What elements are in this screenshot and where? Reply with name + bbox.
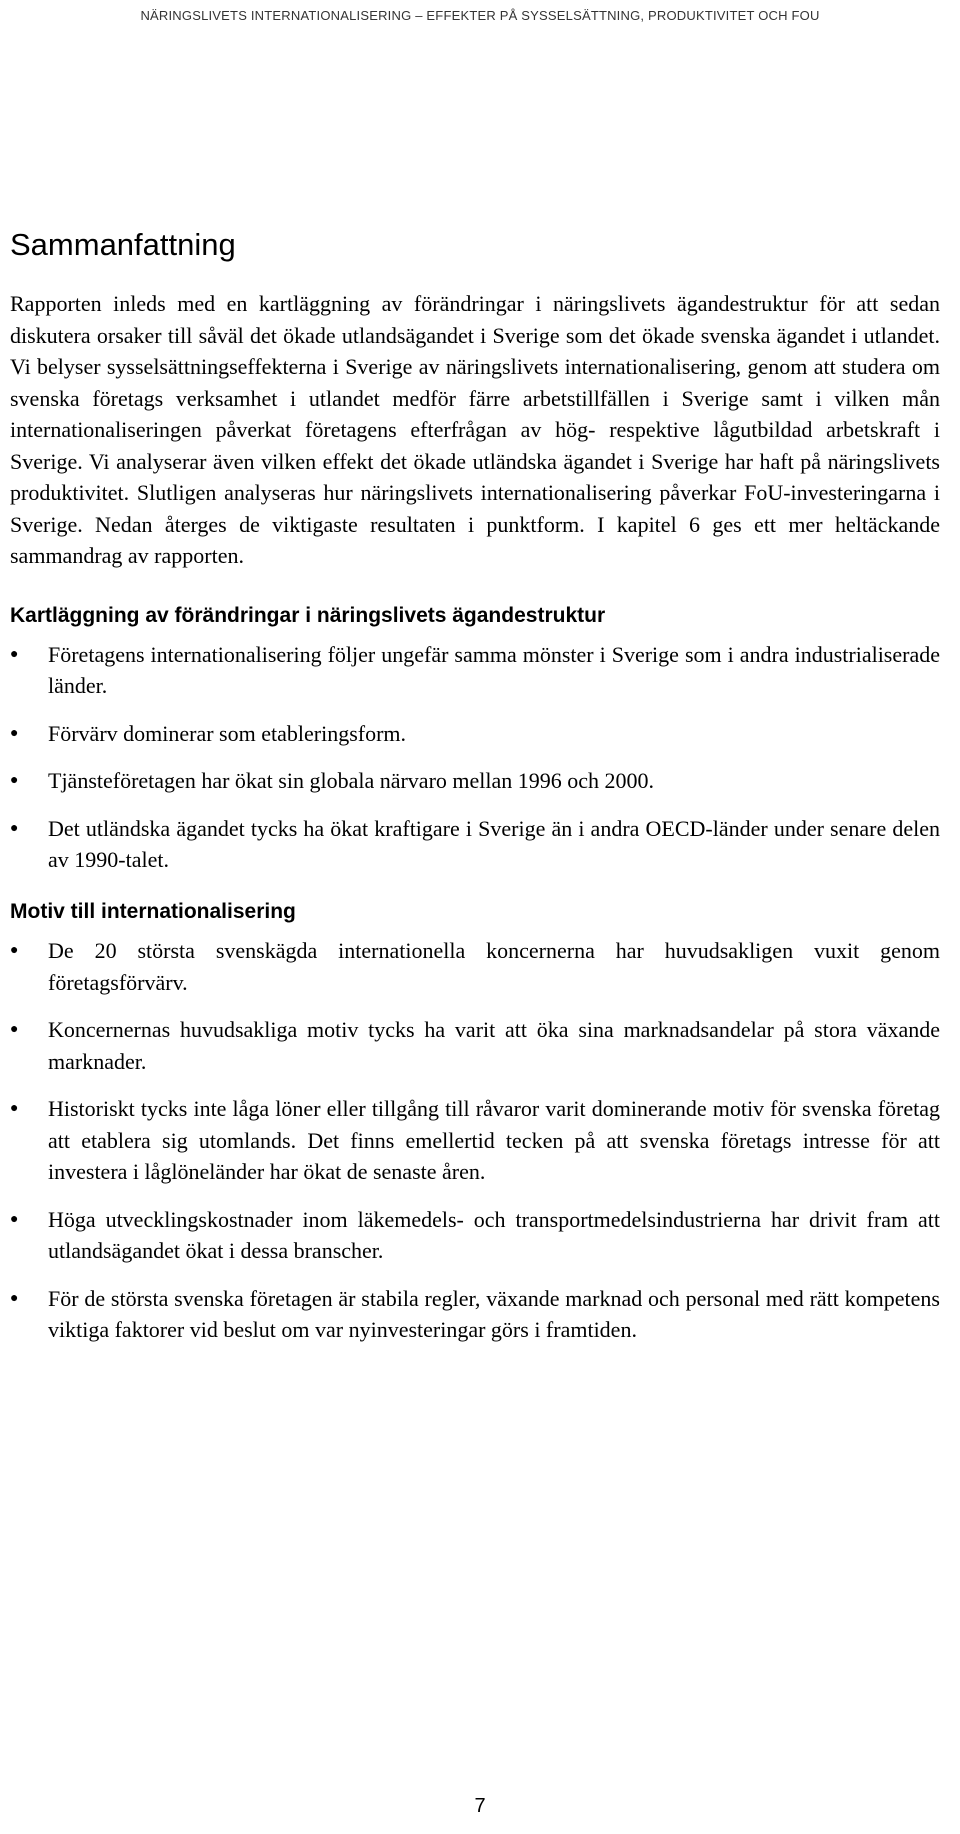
bullet-icon: ●	[10, 1022, 19, 1038]
bullet-icon: ●	[10, 725, 19, 741]
bullet-icon: ●	[10, 820, 19, 836]
running-header: NÄRINGSLIVETS INTERNATIONALISERING – EFFEKTER PÅ SYSSELSÄTTNING, PRODUKTIVITET OCH FOU	[140, 8, 820, 23]
bullet-list-motives	[10, 935, 940, 1346]
list-item-text: De 20 största svenskägda internationella koncernerna har huvudsakligen vuxit genom företagsförvärv.	[48, 938, 940, 995]
bullet-icon: ●	[10, 1290, 19, 1306]
section-title: Sammanfattning	[10, 227, 236, 262]
list-item-text: Företagens internationalisering följer ungefär samma mönster i Sverige som i andra industrialiserade länder.	[48, 641, 940, 699]
list-item	[10, 1014, 940, 1077]
subheading-motives: Motiv till internationalisering	[10, 899, 296, 923]
bullet-icon: ●	[10, 1101, 19, 1117]
list-item	[10, 639, 940, 702]
list-item	[10, 813, 940, 876]
bullet-icon: ●	[10, 1211, 19, 1227]
list-item-text: Tjänsteföretagen har ökat sin globala närvaro mellan 1996 och 2000.	[48, 768, 655, 794]
page-number: 7	[474, 1795, 486, 1817]
bullet-list-ownership	[10, 639, 940, 876]
list-item-text: Höga utvecklingskostnader inom läkemedels- och transportmedelsindustrierna har drivit fram att utlandsägandet ökat i dessa branscher.	[48, 1206, 940, 1264]
list-item	[10, 1283, 940, 1346]
list-item-text: Det utländska ägandet tycks ha ökat kraftigare i Sverige än i andra OECD-länder under senare delen av 1990-talet.	[48, 815, 940, 873]
list-item	[10, 935, 940, 998]
intro-paragraph: Rapporten inleds med en kartläggning av förändringar i näringslivets ägandestruktur för att sedan diskutera orsaker till såväl det ökade utlandsägandet i Sverige som det ökade svenska ägandet i utlandet. Vi belyser sysselsättningseffekterna i Sverige av näringslivets internationalisering, genom att studera om svenska företags verksamhet i utlandet medför färre arbetstillfällen i Sverige samt i vilken mån internationaliseringen påverkat företagens efterfrågan av hög- respektive lågutbildad arbetskraft i Sverige. Vi analyserar även vilken effekt det ökade utländska ägandet i Sverige har haft på näringslivets produktivitet. Slutligen analyseras hur näringslivets internationalisering påverkar FoU-investeringarna i Sverige. Nedan återges de viktigaste resultaten i punktform. I kapitel 6 ges ett mer heltäckande sammandrag av rapporten.	[10, 291, 940, 569]
page-content	[10, 228, 940, 1368]
list-item	[10, 1093, 940, 1188]
list-item-text: Förvärv dominerar som etableringsform.	[48, 720, 407, 746]
list-item-text: För de största svenska företagen är stabila regler, växande marknad och personal med rätt kompetens viktiga faktorer vid beslut om var nyinvesteringar görs i framtiden.	[48, 1285, 940, 1343]
bullet-icon: ●	[10, 773, 19, 789]
list-item-text: Historiskt tycks inte låga löner eller tillgång till råvaror varit dominerande motiv för svenska företag att etablera sig utomlands. Det finns emellertid tecken på att svenska företags intresse för att investera i låglöneländer har ökat de senaste åren.	[48, 1096, 940, 1185]
bullet-icon: ●	[10, 943, 19, 959]
subheading-ownership: Kartläggning av förändringar i näringslivets ägandestruktur	[10, 603, 606, 627]
bullet-icon: ●	[10, 646, 19, 662]
list-item	[10, 1204, 940, 1267]
list-item	[10, 718, 940, 750]
list-item-text: Koncernernas huvudsakliga motiv tycks ha varit att öka sina marknadsandelar på stora växande marknader.	[48, 1017, 940, 1074]
list-item	[10, 765, 940, 797]
